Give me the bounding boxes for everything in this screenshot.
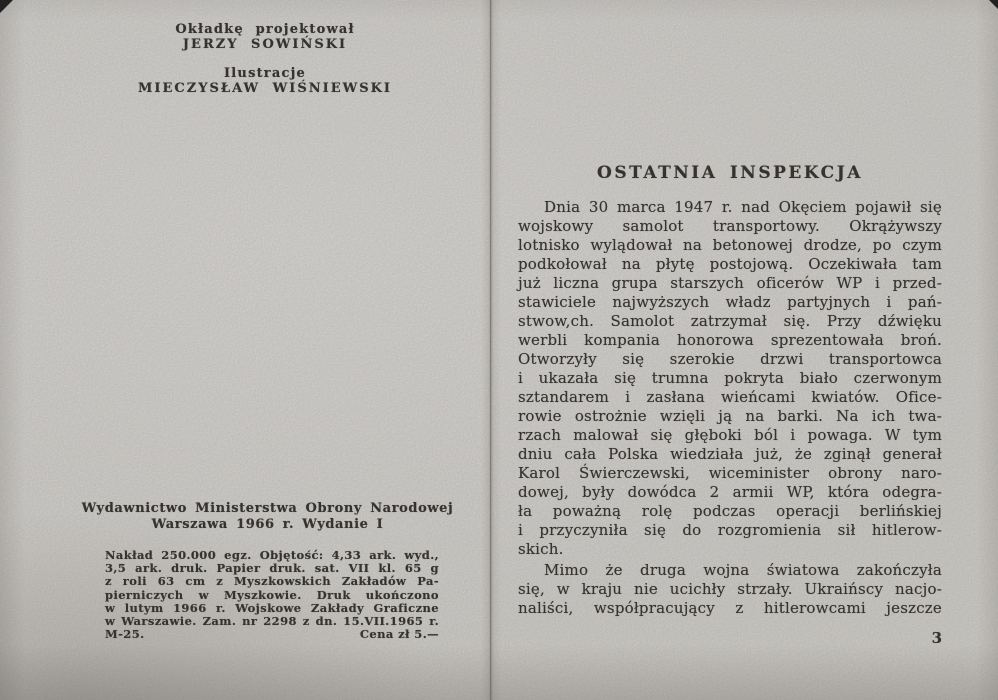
text-line: dniu cała Polska wiedziała już, że zginął generał — [518, 445, 942, 463]
text-line: się, w kraju nie ucichły strzały. Ukraińscy nacjo- — [518, 580, 942, 598]
illustration-credit-label: Ilustracje — [224, 66, 306, 81]
text-line: podkołował na płytę postojową. Oczekiwała tam — [518, 255, 942, 273]
page-number: 3 — [931, 629, 942, 647]
text-line: Nakład 250.000 egz. Objętość: 4,33 ark. wyd., — [105, 548, 439, 562]
credits-block — [40, 22, 490, 96]
cover-credit-label: Okładkę projektował — [175, 22, 355, 37]
text-line: stawiciele najwyższych władz partyjnych i pań- — [518, 293, 942, 311]
illustration-credit-name: MIECZYSŁAW WIŚNIEWSKI — [138, 81, 392, 96]
cover-credit-name: JERZY SOWIŃSKI — [182, 37, 348, 52]
text-line: naliści, współpracujący z hitlerowcami jeszcze — [518, 599, 942, 617]
text-line: Otworzyły się szerokie drzwi transportowca — [518, 350, 942, 368]
text-line: rzach malował się głęboki ból i powaga. W tym — [518, 426, 942, 444]
text-line: Karol Świerczewski, wiceminister obrony naro- — [518, 464, 942, 482]
scanner-corner-mark-top-right — [989, 0, 998, 9]
text-line — [105, 628, 439, 641]
publisher-block — [40, 501, 495, 533]
text-line: i ukazała się trumna pokryta biało czerwonym — [518, 369, 942, 387]
text-line: rowie ostrożnie wzięli ją na barki. Na ich twa- — [518, 407, 942, 425]
page-gutter-crease — [481, 0, 501, 700]
body-paragraph-1 — [518, 198, 942, 559]
publisher-edition: Warszawa 1966 r. Wydanie I — [151, 517, 384, 532]
text-line: pierniczych w Myszkowie. Druk ukończono — [105, 587, 439, 602]
text-line: lotnisko wylądował na betonowej drodze, po czym — [518, 236, 942, 254]
text-line: dowej, były dowódca 2 armii WP, która odegra- — [518, 483, 942, 501]
body-paragraph-2 — [518, 561, 942, 618]
chapter-title: OSTATNIA INSPEKCJA — [597, 163, 863, 183]
text-line: z roli 63 cm z Myszkowskich Zakładów Pa- — [105, 574, 439, 589]
text-line: w lutym 1966 r. Wojskowe Zakłady Graficzne — [105, 600, 439, 615]
text-line: wojskowy samolot transportowy. Okrążywszy — [518, 217, 942, 235]
text-line: 3,5 ark. druk. Papier druk. sat. VII kl. 65 g — [105, 561, 439, 576]
print-code: M-25. — [105, 627, 145, 642]
text-line: już liczna grupa starszych oficerów WP i przed- — [518, 274, 942, 292]
colophon-block — [105, 549, 439, 641]
publisher-name: Wydawnictwo Ministerstwa Obrony Narodowej — [81, 501, 454, 516]
text-line: Dnia 30 marca 1947 r. nad Okęciem pojawił się — [544, 198, 942, 216]
text-line: sztandarem i zasłana wieńcami kwiatów. Ofice- — [518, 388, 942, 406]
price-label: Cena zł 5.— — [359, 627, 439, 642]
text-line: w Warszawie. Zam. nr 2298 z dn. 15.VII.1965 r. — [105, 614, 439, 629]
text-line: skich. — [518, 540, 564, 558]
text-line: stwow,ch. Samolot zatrzymał się. Przy dźwięku — [518, 312, 942, 330]
text-line: i przyczyniła się do rozgromienia sił hitlerow- — [518, 521, 942, 539]
scanner-corner-mark-top-left — [0, 0, 13, 13]
text-line: Mimo że druga wojna światowa zakończyła — [544, 561, 942, 579]
text-line: werbli kompania honorowa sprezentowała broń. — [518, 331, 942, 349]
text-line: ła poważną rolę podczas operacji berlińskiej — [518, 502, 942, 520]
